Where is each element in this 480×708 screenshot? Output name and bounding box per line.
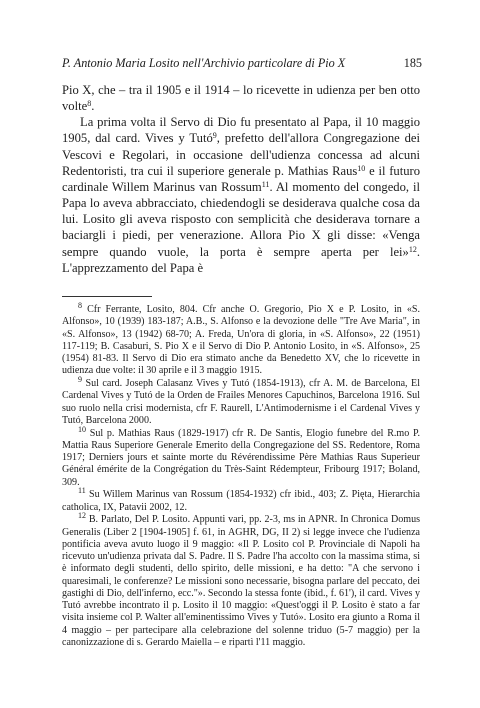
running-title: P. Antonio Maria Losito nell'Archivio particolare di Pio X [62, 56, 346, 70]
paragraph-2 [62, 114, 420, 276]
footnote-10-number: 10 [78, 424, 86, 434]
paragraph-1-end: . [91, 99, 95, 114]
footnote-11-text: Su Willem Marinus van Rossum (1854-1932) cfr ibid., 403; Z. Pięta, Hierarchia catholica, IX, Patavii 2002, 12. [62, 489, 420, 513]
footnote-separator [62, 296, 152, 297]
footnote-8-text: Cfr Ferrante, Losito, 804. Cfr anche O. Gregorio, Pio X e P. Losito, in «S. Alfonso», 10 (1939) 183-187; A.B., S. Alfonso e la devozione delle "Tre Ave Maria", in «S. Alfonso», 13 (1942) 68-70; A. Freda, Un'ora di gloria, in «S. Alfonso», 22 (1951) 117-119; B. Casaburi, S. Pio X e il Servo di Dio P. Antonio Losito, in «S. Alfonso», 25 (1954) 81-83. Il Servo di Dio era stimato anche da Benedetto XV, che lo ricevette in udienza due volte: il 30 aprile e il 3 maggio 1915. [62, 304, 420, 377]
footnote-ref-8: 8 [87, 99, 92, 109]
footnote-9 [62, 375, 420, 427]
paragraph-1-text: Pio X, che – tra il 1905 e il 1914 – lo ricevette in udienza per ben otto volte [62, 83, 420, 114]
paragraph-2-part-c: e il futuro cardinale Willem Marinus van Rossum [62, 163, 420, 194]
footnote-10-text: Sul p. Mathias Raus (1829-1917) cfr R. De Santis, Elogio funebre del R.mo P. Mattia Raus Superiore Generale Emerito della Congregazione del SS. Redentore, Roma 1917; Derniers jours et sainte morte du Révérendissime Père Mathias Raus Superieur Général émérite de la Congrégation du Très-Saint Rédempteur, Fribourg 1917; Boland, 309. [62, 427, 420, 488]
running-header [62, 56, 422, 76]
paragraph-1 [62, 82, 420, 114]
footnote-ref-9: 9 [212, 131, 217, 141]
footnote-ref-12: 12 [408, 244, 417, 254]
footnote-ref-11: 11 [261, 179, 270, 189]
paragraph-2-part-e: . L'apprezzamento del Papa è [62, 244, 420, 275]
footnotes [62, 301, 420, 650]
footnote-9-number: 9 [78, 375, 82, 384]
footnote-11 [62, 486, 420, 514]
footnote-12 [62, 511, 420, 649]
page-number: 185 [403, 56, 422, 70]
main-text [62, 82, 420, 276]
footnote-8-number: 8 [78, 301, 82, 310]
footnote-11-number: 11 [78, 486, 86, 496]
footnote-12-number: 12 [78, 511, 86, 521]
footnote-ref-10: 10 [357, 163, 366, 173]
footnote-9-text: Sul card. Joseph Calasanz Vives y Tutó (1854-1913), cfr A. M. de Barcelona, El Cardenal Vives y Tutó de la Orden de Frailes Menores Capuchinos, Barcelona 1916. Sul suo ruolo nella crisi modernista, cfr F. Raurell, L'Antimodernisme i el Cardenal Vives y Tutó, Barcelona 2000. [62, 378, 420, 426]
footnote-10 [62, 424, 420, 489]
paragraph-2-part-d: . Al momento del congedo, il Papa lo aveva abbracciato, chiedendogli se desiderava qualche cosa da lui. Losito gli aveva risposto con semplicità che desiderava tornare a baciargli i piedi, per venerazione. Allora Pio X gli disse: «Venga sempre quando vuole, la porta è sempre aperta per lei» [62, 179, 420, 259]
paragraph-2-part-a: La prima volta il Servo di Dio fu presentato al Papa, il 10 maggio 1905, dal card. Vives y Tutó [62, 115, 420, 146]
footnote-8 [62, 301, 420, 378]
footnote-12-text: B. Parlato, Del P. Losito. Appunti vari, pp. 2-3, ms in APNR. In Chronica Domus Generalis (Liber 2 [1904-1905] f. 61, in AGHR, DG, II 2) si legge invece che l'udienza pontificia aveva avuto luogo il 9 maggio: «Il P. Losito col P. Provinciale di Napoli ha ricevuto un'udienza privata dal S. Padre. Il S. Padre l'ha accolto con la massima stima, si è informato degli studenti, dello spirito, delle missioni, e ha detto: "A che servono i quaresimali, le conferenze? Le missioni sono necessarie, bisogna parlare del peccato, dei gastighi di Dio, dell'inferno, ecc."». Secondo la stessa fonte (ibid., f. 61'), il card. Vives y Tutó avrebbe incontrato il p. Losito il 10 maggio: «Quest'oggi il P. Losito è stato a far visita insieme col P. Walter all'eminentissimo Vives y Tutó». Losito era giunto a Roma il 4 maggio – per partecipare alla celebrazione del solenne triduo (5-7 maggio) per la canonizzazione di s. Gerardo Maiella – e ripartì l'11 maggio. [62, 514, 420, 648]
paragraph-2-part-b: , prefetto dell'allora Congregazione dei Vescovi e Regolari, in occasione dell'udienza concessa ad alcuni Redentoristi, tra cui il superiore generale p. Mathias Raus [62, 131, 421, 178]
